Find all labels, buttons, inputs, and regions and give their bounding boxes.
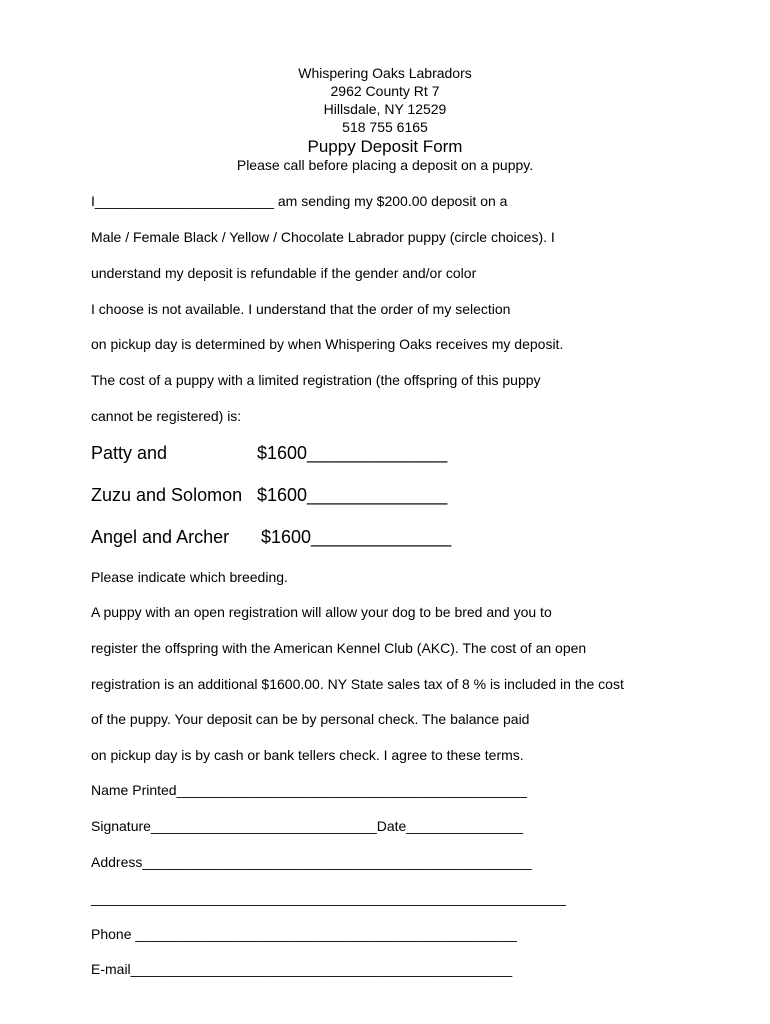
breeding-price-2[interactable]: $1600______________ <box>257 485 448 505</box>
breeding-name-2: Zuzu and Solomon <box>91 485 243 505</box>
breeding-name-1: Patty and <box>91 443 168 463</box>
form-title: Puppy Deposit Form <box>307 137 463 156</box>
address-field[interactable]: Address__________________________________________________ <box>91 854 532 870</box>
body-line-3: understand my deposit is refundable if the gender and/or color <box>91 265 477 281</box>
form-note: Please call before placing a deposit on a puppy. <box>236 157 534 173</box>
signature-date-field[interactable]: Signature_____________________________Date_______________ <box>91 818 524 834</box>
breeding-price-1[interactable]: $1600______________ <box>257 443 448 463</box>
terms-line-1: Please indicate which breeding. <box>91 569 288 585</box>
body-line-1: I_______________________ am sending my $200.00 deposit on a <box>91 193 508 209</box>
terms-line-3: register the offspring with the American Kennel Club (AKC). The cost of an open <box>91 640 587 656</box>
body-line-6: The cost of a puppy with a limited registration (the offspring of this puppy <box>91 372 541 388</box>
address-line-2-field[interactable]: _____________________________________________________________ <box>91 890 566 906</box>
terms-line-6: on pickup day is by cash or bank tellers check. I agree to these terms. <box>91 747 524 763</box>
breeding-price-3[interactable]: $1600______________ <box>261 527 452 547</box>
body-line-2: Male / Female Black / Yellow / Chocolate Labrador puppy (circle choices). I <box>91 229 555 245</box>
terms-line-2: A puppy with an open registration will allow your dog to be bred and you to <box>91 604 552 620</box>
city-state-zip: Hillsdale, NY 12529 <box>323 101 447 117</box>
name-printed-field[interactable]: Name Printed_____________________________________________ <box>91 782 527 798</box>
body-line-4: I choose is not available. I understand that the order of my selection <box>91 301 511 317</box>
breeding-name-3: Angel and Archer <box>91 527 230 547</box>
terms-line-5: of the puppy. Your deposit can be by personal check. The balance paid <box>91 711 530 727</box>
terms-line-4: registration is an additional $1600.00. NY State sales tax of 8 % is included in the cost <box>91 676 624 692</box>
business-phone: 518 755 6165 <box>342 119 428 135</box>
street-address: 2962 County Rt 7 <box>330 83 440 99</box>
phone-field[interactable]: Phone _________________________________________________ <box>91 926 517 942</box>
business-name: Whispering Oaks Labradors <box>298 65 472 81</box>
body-line-5: on pickup day is determined by when Whispering Oaks receives my deposit. <box>91 336 564 352</box>
email-field[interactable]: E-mail_________________________________________________ <box>91 961 513 977</box>
body-line-7: cannot be registered) is: <box>91 408 242 424</box>
